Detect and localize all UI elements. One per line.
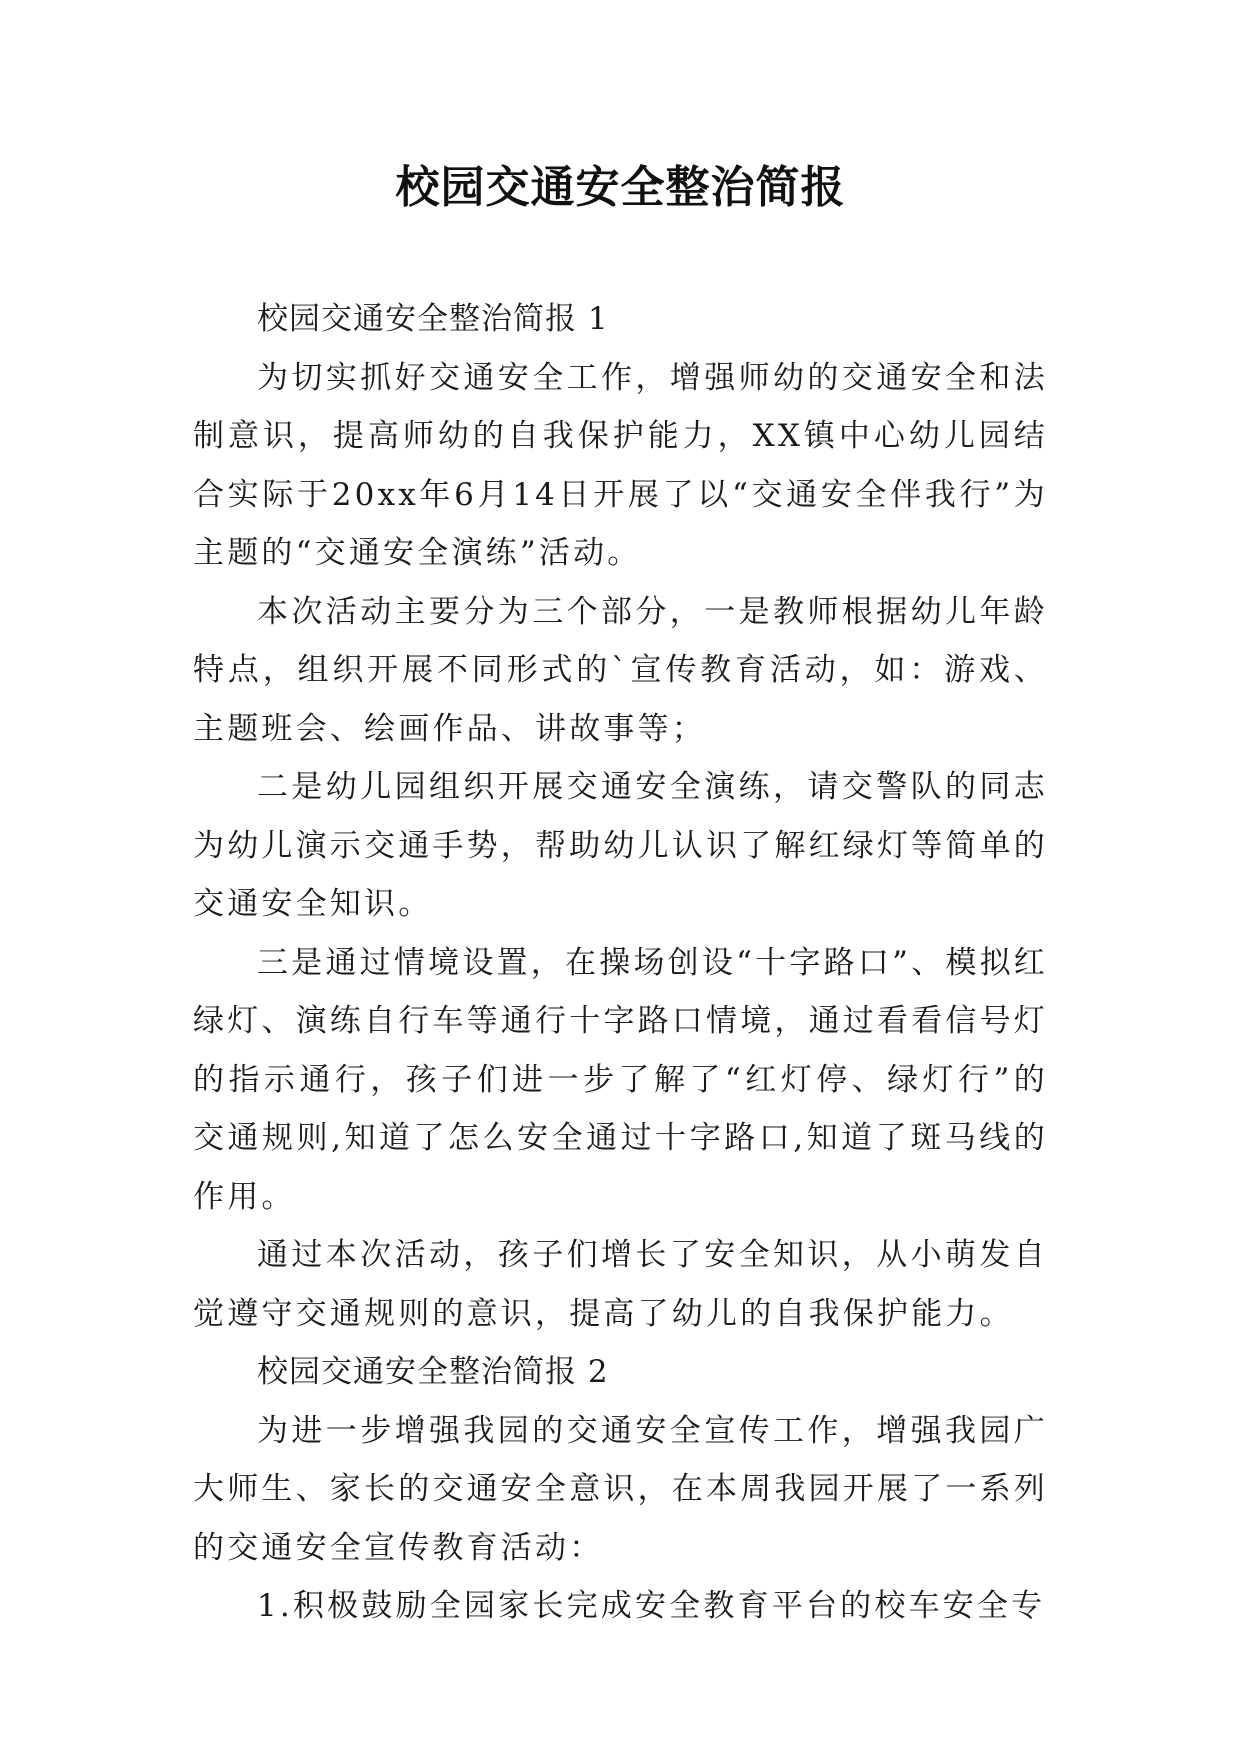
- paragraph: 三是通过情境设置，在操场创设“十字路口”、模拟红绿灯、演练自行车等通行十字路口情境，通过看看信号灯的指示通行，孩子们进一步了解了“红灯停、绿灯行”的交通规则,知道了怎么安全通过十字路口,知道了斑马线的作用。: [193, 944, 1048, 1215]
- section-heading-2: 校园交通安全整治简报 2: [257, 1354, 609, 1390]
- paragraph: 1.积极鼓励全园家长完成安全教育平台的校车安全专: [257, 1588, 1046, 1624]
- document-body: [193, 290, 1048, 1636]
- section-heading-1: 校园交通安全整治简报 1: [257, 301, 609, 337]
- paragraph: 为进一步增强我园的交通安全宣传工作，增强我园广大师生、家长的交通安全意识，在本周我园开展了一系列的交通安全宣传教育活动：: [193, 1412, 1048, 1566]
- paragraph: 本次活动主要分为三个部分，一是教师根据幼儿年龄特点，组织开展不同形式的`宣传教育活动，如：游戏、主题班会、绘画作品、讲故事等；: [193, 593, 1048, 747]
- paragraph: 通过本次活动，孩子们增长了安全知识，从小萌发自觉遵守交通规则的意识，提高了幼儿的自我保护能力。: [193, 1237, 1048, 1332]
- document-title: 校园交通安全整治简报: [395, 162, 846, 213]
- paragraph: 为切实抓好交通安全工作，增强师幼的交通安全和法制意识，提高师幼的自我保护能力，XX镇中心幼儿园结合实际于20xx年6月14日开展了以“交通安全伴我行”为主题的“交通安全演练”活动。: [193, 359, 1048, 571]
- paragraph: 二是幼儿园组织开展交通安全演练，请交警队的同志为幼儿演示交通手势，帮助幼儿认识了解红绿灯等简单的交通安全知识。: [193, 769, 1048, 922]
